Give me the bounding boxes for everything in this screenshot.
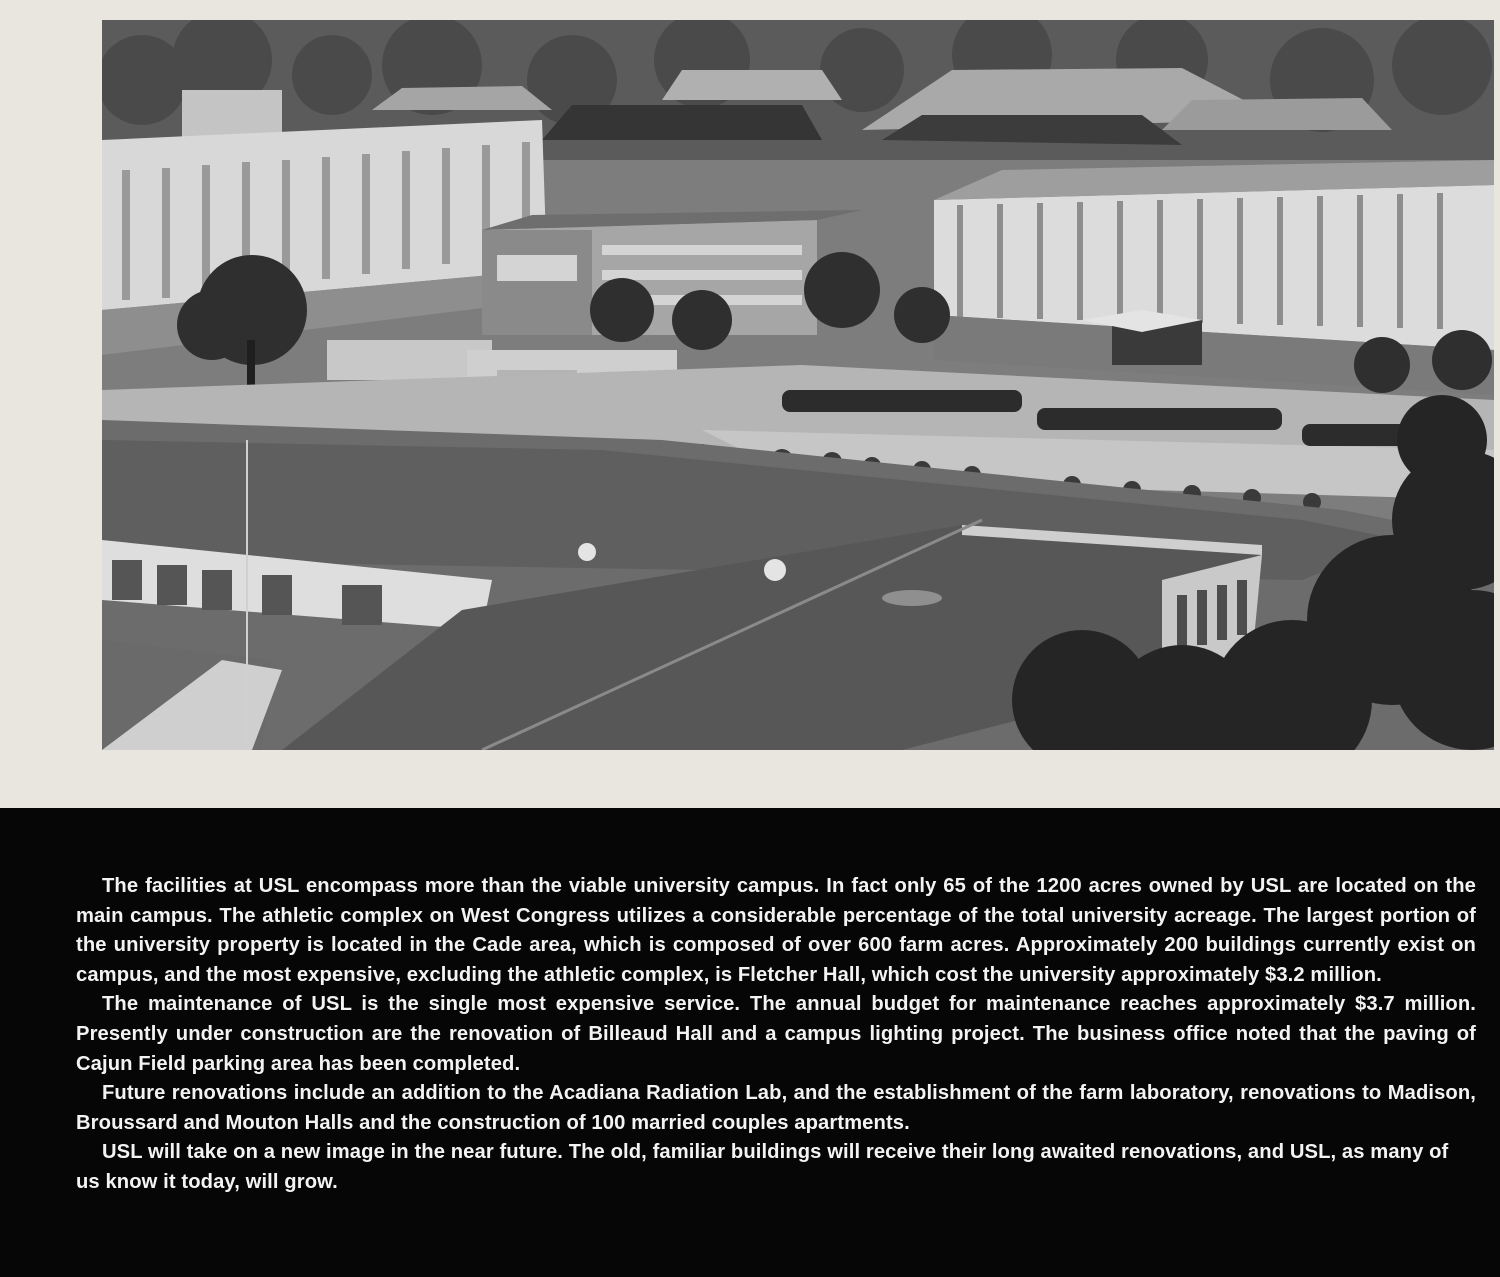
article-text: [76, 872, 1476, 1198]
article-paragraph-4: USL will take on a new image in the near future. The old, familiar buildings will receive their long awaited renovations, and USL, as many of us know it today, will grow.: [76, 1141, 1449, 1193]
campus-aerial-photo: [102, 20, 1494, 750]
article-paragraph-2: The maintenance of USL is the single most expensive service. The annual budget for maintenance reaches approximately $3.7 million. Presently under construction are the renovation of Billeaud Hall and a campus lighting project. The business office noted that the paving of Cajun Field parking area has been completed.: [76, 993, 1476, 1075]
article-paragraph-3: Future renovations include an addition to the Acadiana Radiation Lab, and the establishment of the farm laboratory, renovations to Madison, Broussard and Mouton Halls and the construction of 100 married couples apartments.: [76, 1082, 1476, 1134]
campus-aerial-illustration: [102, 20, 1494, 750]
article-paragraph-1: The facilities at USL encompass more than the viable university campus. In fact only 65 of the 1200 acres owned by USL are located on the main campus. The athletic complex on West Congress utilizes a considerable percentage of the total university acreage. The largest portion of the university property is located in the Cade area, which is composed of over 600 farm acres. Approximately 200 buildings currently exist on campus, and the most expensive, excluding the athletic complex, is Fletcher Hall, which cost the university approximately $3.2 million.: [76, 875, 1476, 986]
